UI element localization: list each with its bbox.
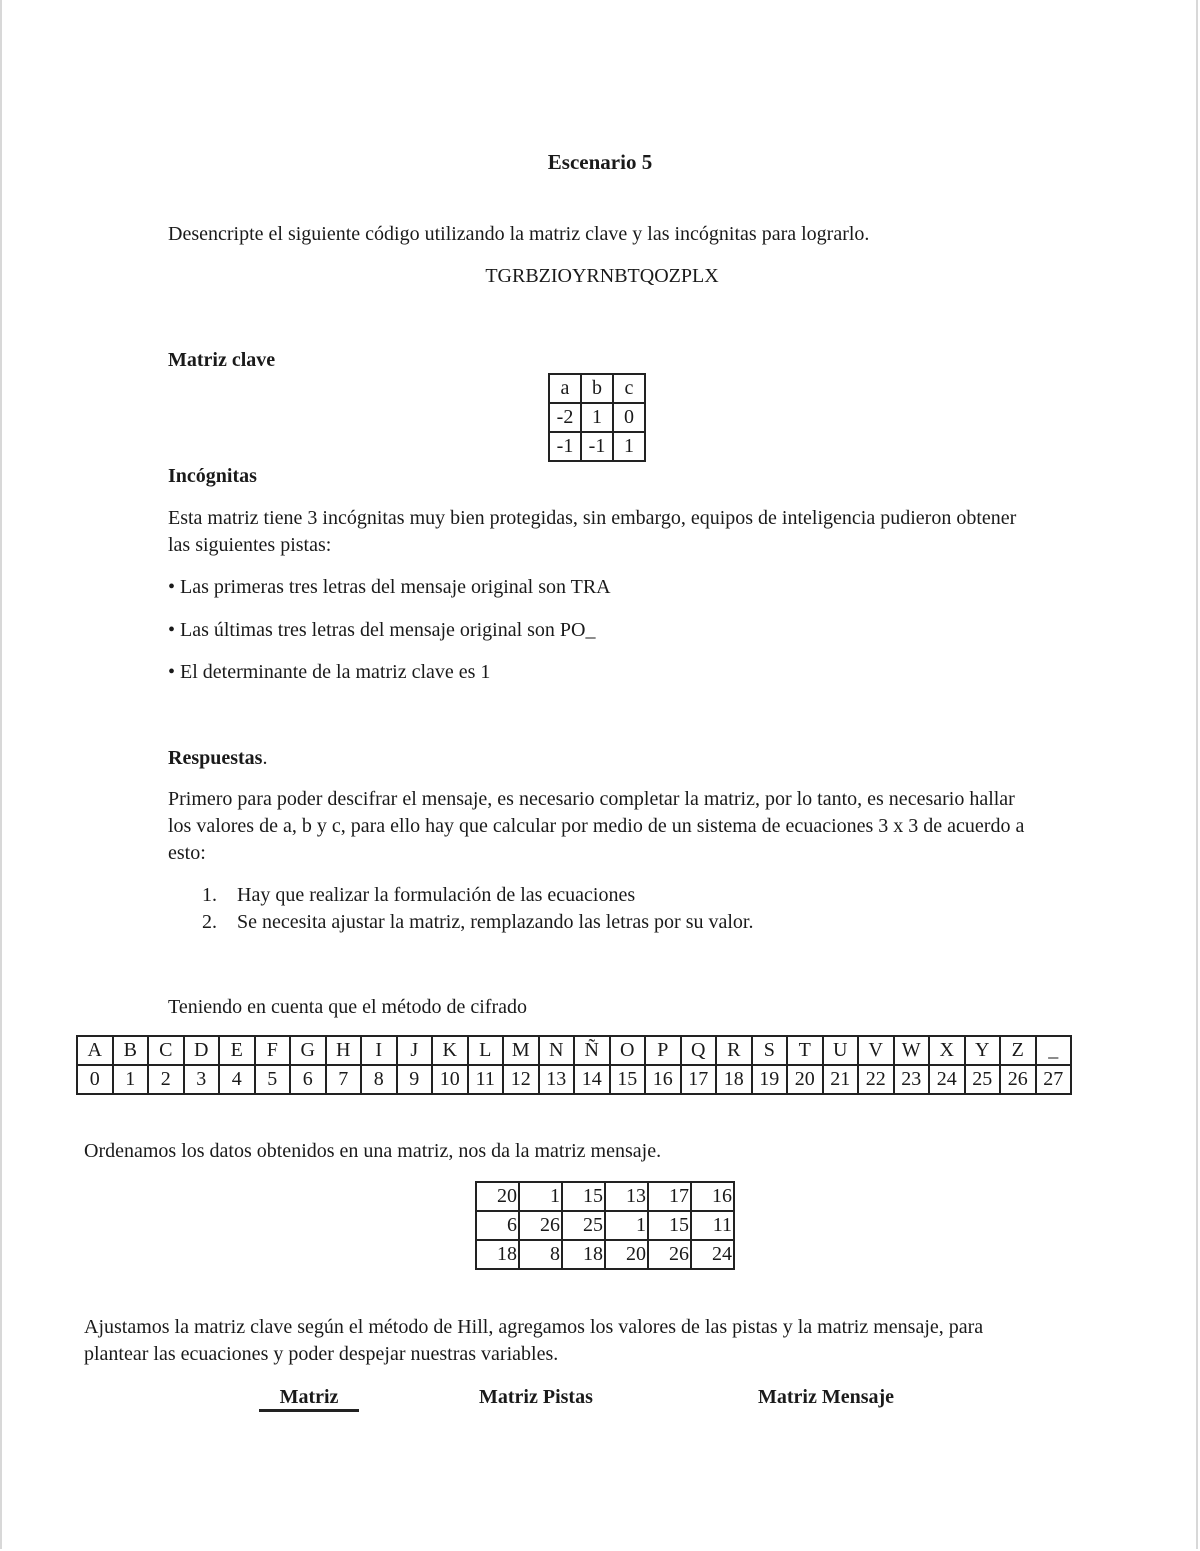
alphabet-letter-cell: G [290,1036,326,1065]
alphabet-letter-cell: M [503,1036,539,1065]
alphabet-value-cell: 19 [752,1065,788,1094]
alphabet-value-cell: 9 [397,1065,433,1094]
answers-heading [168,745,267,772]
answers-paragraph: Primero para poder descifrar el mensaje, es necesario completar la matriz, por lo tanto, es necesario hallar los valores de a, b y c, para ello hay que calcular por medio de un sistema de ecuaciones 3 x 3 de acuerdo a esto: [168,788,1025,864]
message-cell: 24 [691,1240,734,1269]
key-cell: a [549,374,581,403]
step-number: 2. [202,911,217,933]
alphabet-letter-cell: K [432,1036,468,1065]
message-cell: 16 [691,1182,734,1211]
alphabet-value-cell: 10 [432,1065,468,1094]
alphabet-letter-cell: N [539,1036,575,1065]
alphabet-value-cell: 21 [823,1065,859,1094]
page-title: Escenario 5 [547,150,653,174]
alphabet-letter-cell: P [645,1036,681,1065]
alphabet-value-cell: 17 [681,1065,717,1094]
alphabet-letter-cell: E [219,1036,255,1065]
step-text: Se necesita ajustar la matriz, remplazando las letras por su valor. [237,911,754,933]
message-cell: 17 [648,1182,691,1211]
key-cell: -2 [549,403,581,432]
alphabet-value-cell: 8 [361,1065,397,1094]
alphabet-letter-cell: T [787,1036,823,1065]
table-row [476,1211,734,1240]
key-cell: 0 [613,403,645,432]
alphabet-letter-cell: Z [1000,1036,1036,1065]
alphabet-letter-cell: S [752,1036,788,1065]
message-matrix-heading: Matriz Mensaje [758,1386,895,1408]
alphabet-value-cell: 24 [929,1065,965,1094]
message-cell: 11 [691,1211,734,1240]
key-cell: -1 [549,432,581,461]
message-matrix-intro: Ordenamos los datos obtenidos en una matriz, nos da la matriz mensaje. [84,1140,662,1162]
alphabet-letter-cell: I [361,1036,397,1065]
key-cell: -1 [581,432,613,461]
step-number: 1. [202,884,217,906]
message-cell: 15 [562,1182,605,1211]
table-row [549,432,645,461]
clue-item: • Las primeras tres letras del mensaje original son TRA [168,576,611,598]
message-matrix-table [475,1181,735,1270]
alphabet-value-cell: 13 [539,1065,575,1094]
list-item [168,882,1068,909]
message-cell: 18 [476,1240,519,1269]
table-row [549,403,645,432]
key-matrix-heading: Matriz clave [168,349,276,371]
cipher-text: TGRBZIOYRNBTQOZPLX [485,265,719,287]
adjust-paragraph: Ajustamos la matriz clave según el método de Hill, agregamos los valores de las pistas y la matriz mensaje, para plantear las ecuaciones y poder despejar nuestras variables. [84,1316,984,1365]
message-cell: 15 [648,1211,691,1240]
message-cell: 8 [519,1240,562,1269]
table-row [476,1240,734,1269]
alphabet-letter-cell: J [397,1036,433,1065]
alphabet-value-cell: 7 [326,1065,362,1094]
key-matrix-table [548,373,646,462]
alphabet-letter-cell: O [610,1036,646,1065]
alphabet-value-cell: 20 [787,1065,823,1094]
alphabet-letter-cell: R [716,1036,752,1065]
alphabet-letter-cell: Y [965,1036,1001,1065]
key-cell: b [581,374,613,403]
message-cell: 26 [519,1211,562,1240]
message-cell: 13 [605,1182,648,1211]
alphabet-value-cell: 18 [716,1065,752,1094]
alphabet-value-cell: 4 [219,1065,255,1094]
message-cell: 25 [562,1211,605,1240]
alphabet-letter-cell: Q [681,1036,717,1065]
alphabet-value-cell: 1 [113,1065,149,1094]
alphabet-letter-cell: L [468,1036,504,1065]
list-item [168,909,1068,936]
answers-heading-text: Respuestas [168,747,263,769]
message-cell: 1 [519,1182,562,1211]
alphabet-letter-cell: W [894,1036,930,1065]
alphabet-letter-cell: C [148,1036,184,1065]
message-cell: 18 [562,1240,605,1269]
steps-list [168,882,1068,936]
alphabet-value-cell: 6 [290,1065,326,1094]
message-cell: 26 [648,1240,691,1269]
matrix-underline [259,1409,359,1412]
alphabet-letter-cell: Ñ [574,1036,610,1065]
cipher-method-intro: Teniendo en cuenta que el método de cifrado [168,996,528,1018]
alphabet-value-cell: 16 [645,1065,681,1094]
alphabet-value-cell: 27 [1036,1065,1072,1094]
alphabet-value-cell: 26 [1000,1065,1036,1094]
clue-item: • Las últimas tres letras del mensaje original son PO_ [168,619,596,641]
alphabet-letter-cell: U [823,1036,859,1065]
unknowns-paragraph: Esta matriz tiene 3 incógnitas muy bien protegidas, sin embargo, equipos de inteligencia pudieron obtener las siguientes pistas: [168,507,1017,556]
table-row [77,1065,1071,1094]
message-cell: 1 [605,1211,648,1240]
matrix-heading: Matriz [279,1386,339,1408]
table-row [476,1182,734,1211]
table-row [549,374,645,403]
answers-heading-suffix: . [262,747,268,769]
message-cell: 6 [476,1211,519,1240]
key-cell: 1 [613,432,645,461]
alphabet-value-cell: 14 [574,1065,610,1094]
message-cell: 20 [605,1240,648,1269]
step-text: Hay que realizar la formulación de las ecuaciones [237,884,636,906]
unknowns-heading: Incógnitas [168,465,257,487]
key-cell: 1 [581,403,613,432]
alphabet-letter-cell: X [929,1036,965,1065]
alphabet-letter-cell: _ [1036,1036,1072,1065]
alphabet-letter-cell: A [77,1036,113,1065]
alphabet-letter-cell: D [184,1036,220,1065]
alphabet-letter-cell: V [858,1036,894,1065]
alphabet-value-cell: 2 [148,1065,184,1094]
alphabet-value-cell: 3 [184,1065,220,1094]
alphabet-letter-cell: H [326,1036,362,1065]
alphabet-value-cell: 25 [965,1065,1001,1094]
alphabet-table [76,1035,1072,1095]
alphabet-letter-cell: F [255,1036,291,1065]
alphabet-value-cell: 22 [858,1065,894,1094]
alphabet-value-cell: 15 [610,1065,646,1094]
alphabet-value-cell: 11 [468,1065,504,1094]
alphabet-value-cell: 5 [255,1065,291,1094]
message-cell: 20 [476,1182,519,1211]
clue-item: • El determinante de la matriz clave es 1 [168,661,491,683]
table-row [77,1036,1071,1065]
alphabet-value-cell: 12 [503,1065,539,1094]
alphabet-value-cell: 23 [894,1065,930,1094]
alphabet-letter-cell: B [113,1036,149,1065]
key-cell: c [613,374,645,403]
clues-matrix-heading: Matriz Pistas [479,1386,593,1408]
alphabet-value-cell: 0 [77,1065,113,1094]
intro-text: Desencripte el siguiente código utilizando la matriz clave y las incógnitas para lograrlo. [168,223,870,245]
